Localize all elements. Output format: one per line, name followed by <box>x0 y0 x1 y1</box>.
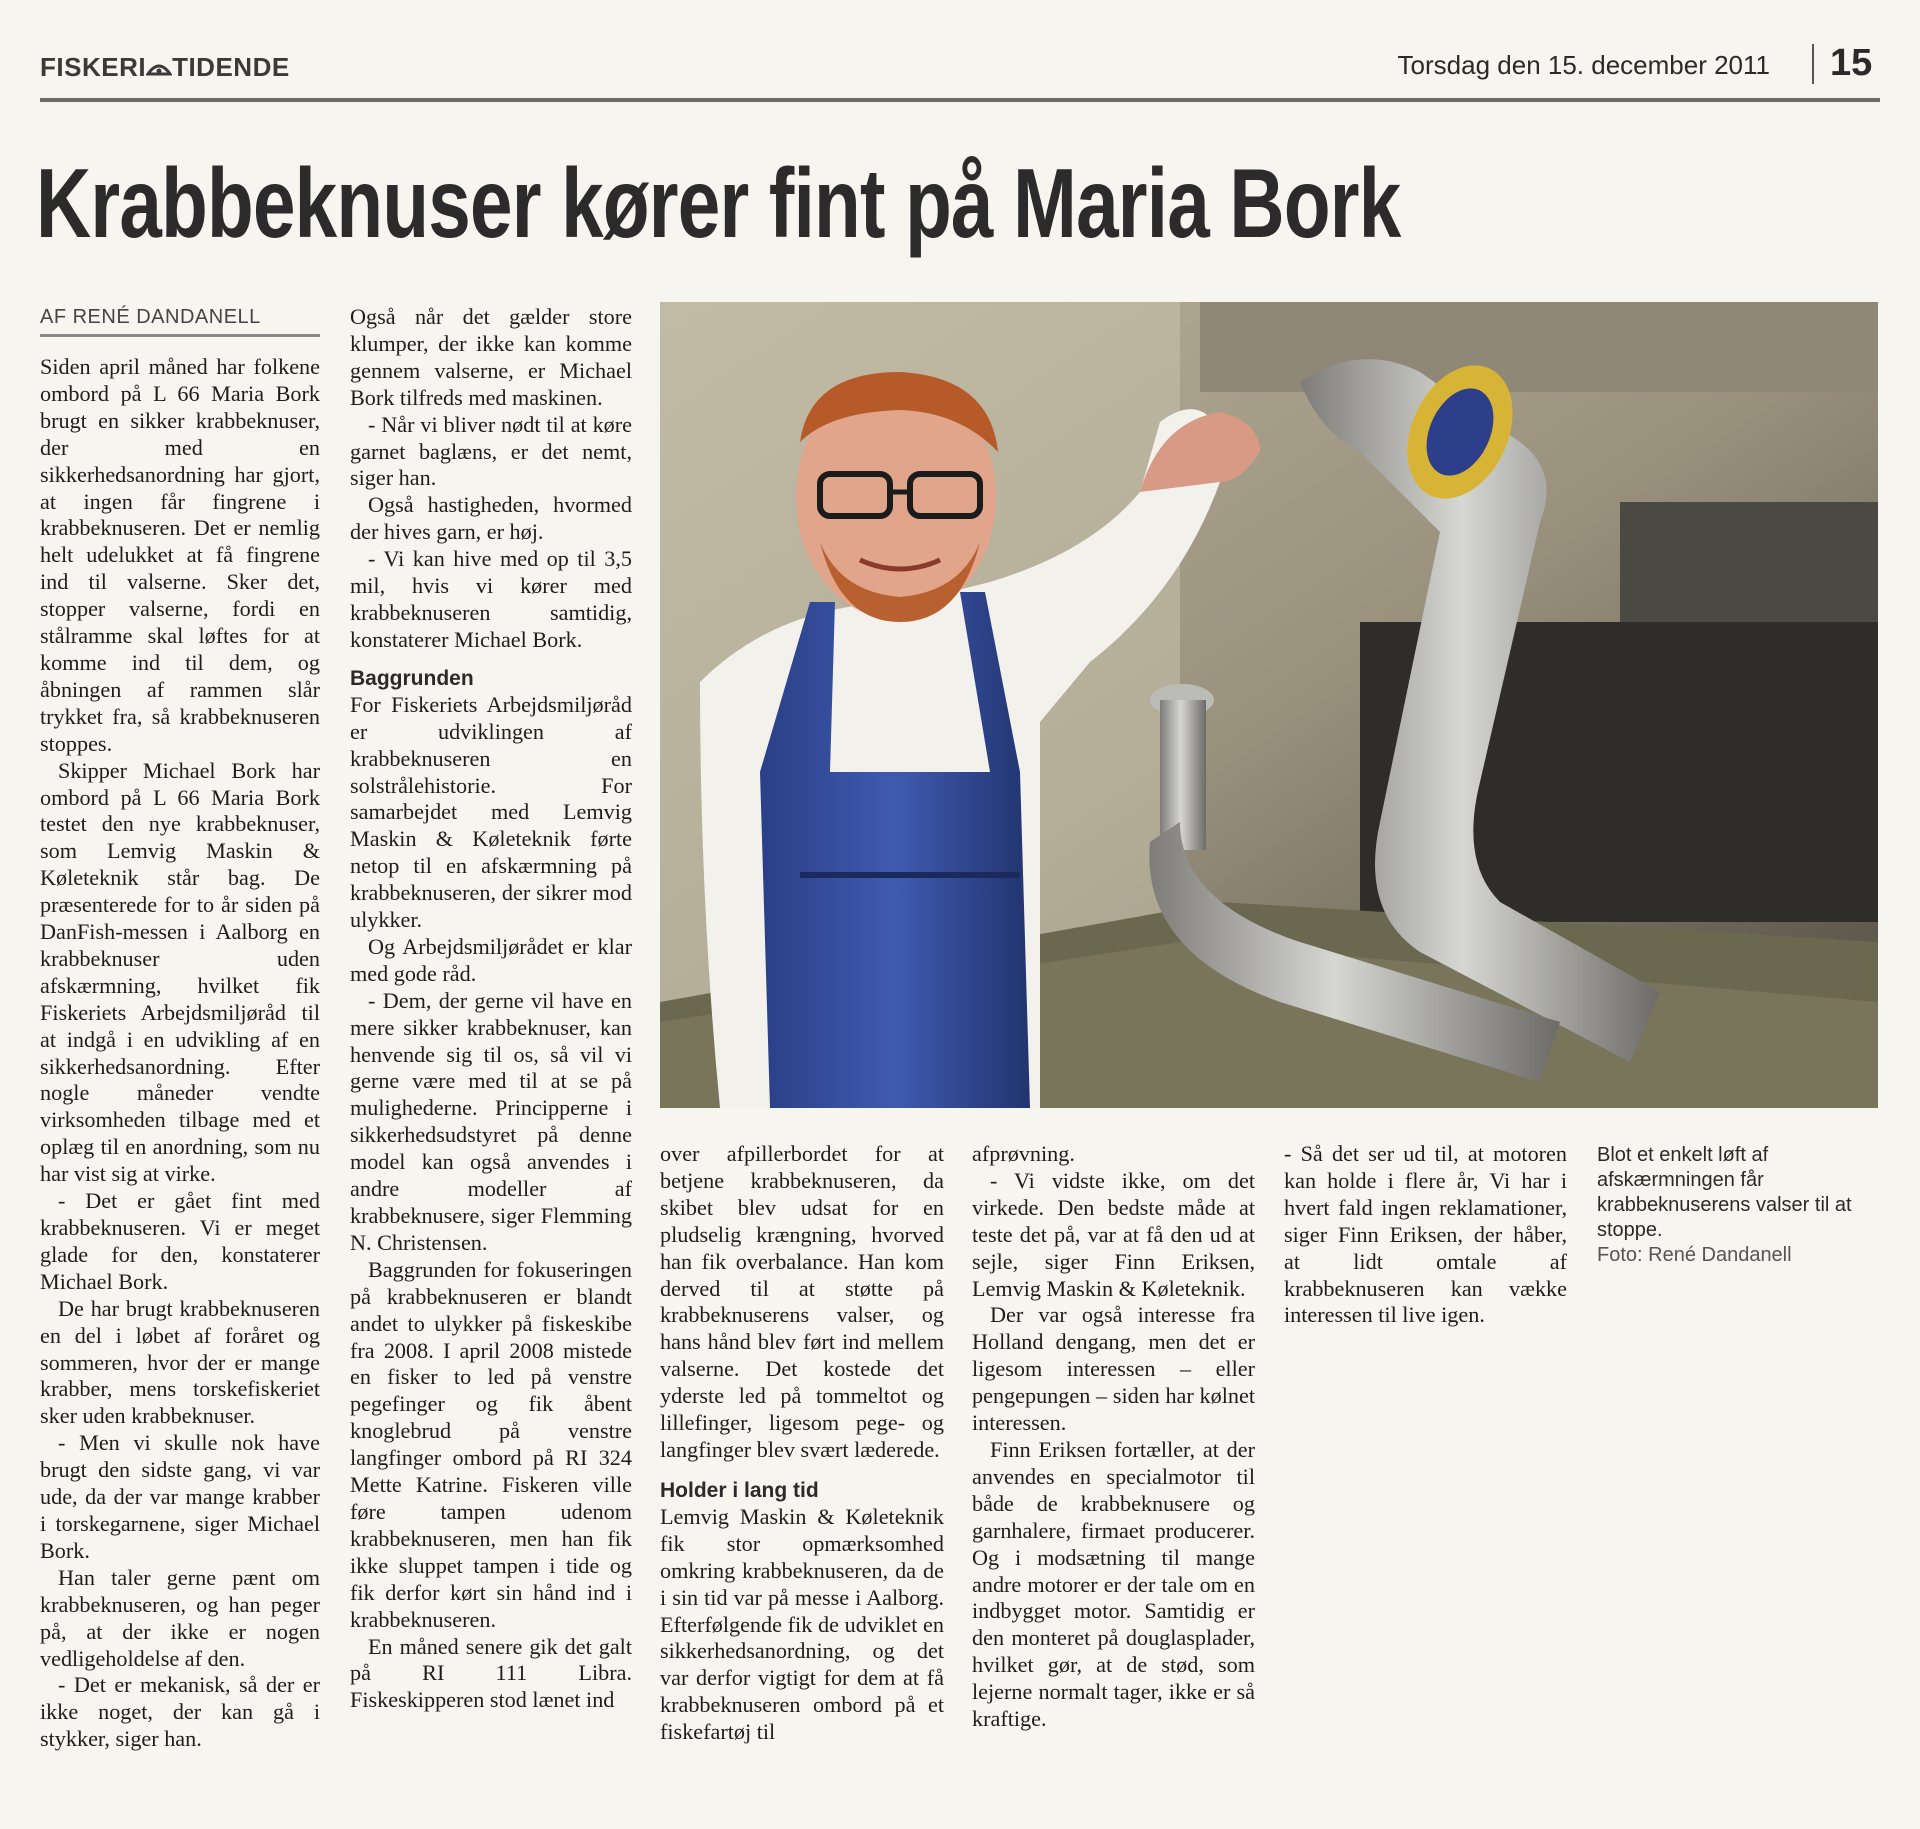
article-column-4 <box>972 1141 1255 1733</box>
byline-rule <box>40 334 320 337</box>
masthead-right: TIDENDE <box>172 52 290 82</box>
col4-paragraph: afprøvning. <box>972 1141 1075 1166</box>
photo-illustration <box>660 302 1878 1108</box>
byline: AF RENÉ DANDANELL <box>40 306 261 328</box>
header-rule <box>40 98 1880 102</box>
masthead-left: FISKERI <box>40 52 147 82</box>
article-column-2 <box>350 304 632 1714</box>
col4-paragraph: Der var også interesse fra Holland dengang, men det er ligesom interessen – eller pengepungen – siden har kølnet interessen. <box>972 1302 1255 1436</box>
article-headline: Krabbeknuser kører fint på Maria Bork <box>36 148 1401 258</box>
col1-paragraph: Han taler gerne pænt om krabbeknuseren, og han peger på, at der ikke er nogen vedligeholdelse af den. <box>40 1564 320 1671</box>
col1-paragraph: - Det er mekanisk, så der er ikke noget, der kan gå i stykker, siger han. <box>40 1672 320 1752</box>
col3-paragraph: Lemvig Maskin & Køleteknik fik stor opmærksomhed omkring krabbeknuseren, da de i sin tid var på messe i Aalborg. Efterfølgende fik de udviklet en sikkerhedsanordning, og det var derfor vigtigt for dem at få krabbeknuseren ombord på et fiskefartøj til <box>660 1503 944 1745</box>
col2-paragraph: Baggrunden for fokuseringen på krabbeknuseren er blandt andet to ulykker på fiskeskibe fra 2008. I april 2008 mistede en fisker to led på venstre pegefinger og fik åbent knoglebrud på venstre langfinger ombord på RI 324 Mette Katrine. Fiskeren ville føre tampen udenom krabbeknuseren, men han fik ikke sluppet tampen i tide og fik derfor kørt sin hånd ind i krabbeknuseren. <box>350 1256 632 1632</box>
col4-paragraph: Finn Eriksen fortæller, at der anvendes en specialmotor til både de krabbeknusere og garnhalere, firmaet producerer. Og i modsætning til mange andre motorer er der tale om en indbygget motor. Samtidig er den monteret på douglasplader, hvilket gør, at de stød, som lejerne normalt tager, ikke er så kraftige. <box>972 1436 1255 1732</box>
col2-paragraph: En måned senere gik det galt på RI 111 Libra. Fiskeskipperen stod lænet ind <box>350 1633 632 1713</box>
col2-paragraph: For Fiskeriets Arbejdsmiljøråd er udviklingen af krabbeknuseren en solstrålehistorie. For samarbejdet med Lemvig Maskin & Køleteknik førte netop til en afskærmning på krabbeknuseren, der sikrer mod ulykker. <box>350 691 632 933</box>
col1-paragraph: - Det er gået fint med krabbeknuseren. Vi er meget glade for den, konstaterer Michael Bork. <box>40 1188 320 1294</box>
col5-paragraph: - Så det ser ud til, at motoren kan holde i flere år, Vi har i hvert fald ingen reklamationer, siger Finn Eriksen, der håber, at lidt omtale af krabbeknuseren kan vække interessen til live igen. <box>1284 1141 1567 1328</box>
article-column-5 <box>1284 1141 1567 1329</box>
col2-paragraph: - Dem, der gerne vil have en mere sikker krabbeknuser, kan henvende sig til os, så vil vi gerne være med til at se på mulighederne. Principperne i sikkerhedsudstyret på denne model kan også anvendes i andre modeller af krabbeknusere, siger Flemming N. Christensen. <box>350 987 632 1255</box>
subhead-holder-i-lang-tid: Holder i lang tid <box>660 1478 819 1502</box>
col1-paragraph: Siden april måned har folkene ombord på L 66 Maria Bork brugt en sikker krabbeknuser, der med en sikkerhedsanordning har gjort, at ingen får fingrene i krabbeknuseren. Det er nemlig helt udelukket at få fingrene ind til valserne. Sker det, stopper valserne, fordi en stålramme skal løftes for at komme ind til dem, og åbningen af rammen slår trykket fra, så krabbeknuseren stoppes. <box>40 354 320 756</box>
photo-credit: Foto: René Dandanell <box>1597 1244 1792 1266</box>
caption-text: Blot et enkelt løft af afskærmningen får krabbeknuserens valser til at stoppe. <box>1597 1144 1852 1241</box>
col1-paragraph: - Men vi skulle nok have brugt den sidste gang, vi var ude, da der var mange krabber i torskegarnene, siger Michael Bork. <box>40 1430 320 1563</box>
col2-paragraph: - Vi kan hive med op til 3,5 mil, hvis vi kører med krabbeknuseren samtidig, konstaterer Michael Bork. <box>350 546 632 652</box>
col4-paragraph: - Vi vidste ikke, om det virkede. Den bedste måde at teste det på, var at få den ud at sejle, siger Finn Eriksen, Lemvig Maskin & Køleteknik. <box>972 1167 1255 1301</box>
article-column-3 <box>660 1141 944 1746</box>
col1-paragraph: De har brugt krabbeknuseren en del i løbet af foråret og sommeren, hvor der er mange krabber, mens torskefiskeriet sker uden krabbeknuser. <box>40 1295 320 1429</box>
col2-paragraph: - Når vi bliver nødt til at køre garnet baglæns, er det nemt, siger han. <box>350 411 632 491</box>
col2-paragraph: Også når det gælder store klumper, der ikke kan komme gennem valserne, er Michael Bork tilfreds med maskinen. <box>350 304 632 410</box>
col2-paragraph: Og Arbejdsmiljørådet er klar med gode råd. <box>350 933 632 986</box>
fish-logo-icon <box>146 60 172 78</box>
col1-paragraph: Skipper Michael Bork har ombord på L 66 Maria Bork testet den nye krabbeknuser, som Lemvig Maskin & Køleteknik står bag. De præsenterede for to år siden på DanFish-messen i Aalborg en krabbeknuser uden afskærmning, hvilket fik Fiskeriets Arbejdsmiljøråd til at indgå i en udvikling af en sikkerhedsanordning. Efter nogle måneder vendte virksomheden tilbage med et oplæg til en anordning, som nu har vist sig at virke. <box>40 757 320 1187</box>
col2-paragraph: Også hastigheden, hvormed der hives garn, er høj. <box>350 492 632 545</box>
issue-date: Torsdag den 15. december 2011 <box>1397 50 1770 80</box>
photo-caption <box>1597 1143 1887 1268</box>
page-number: 15 <box>1830 42 1873 84</box>
article-column-1 <box>40 354 320 1753</box>
col3-paragraph: over afpillerbordet for at betjene krabbeknuseren, da skibet blev udsat for en pludselig krængning, hvorved han fik overbalance. Han kom derved til at støtte på krabbeknuserens valser, og hans hånd blev ført ind mellem valserne. Det kostede det yderste led på tommeltot og lillefinger, ligesom pege- og langfinger blev svært læderede. <box>660 1141 944 1462</box>
article-photo <box>660 302 1878 1108</box>
subhead-baggrunden: Baggrunden <box>350 666 474 690</box>
header-divider <box>1812 44 1814 84</box>
publication-masthead <box>40 52 290 83</box>
